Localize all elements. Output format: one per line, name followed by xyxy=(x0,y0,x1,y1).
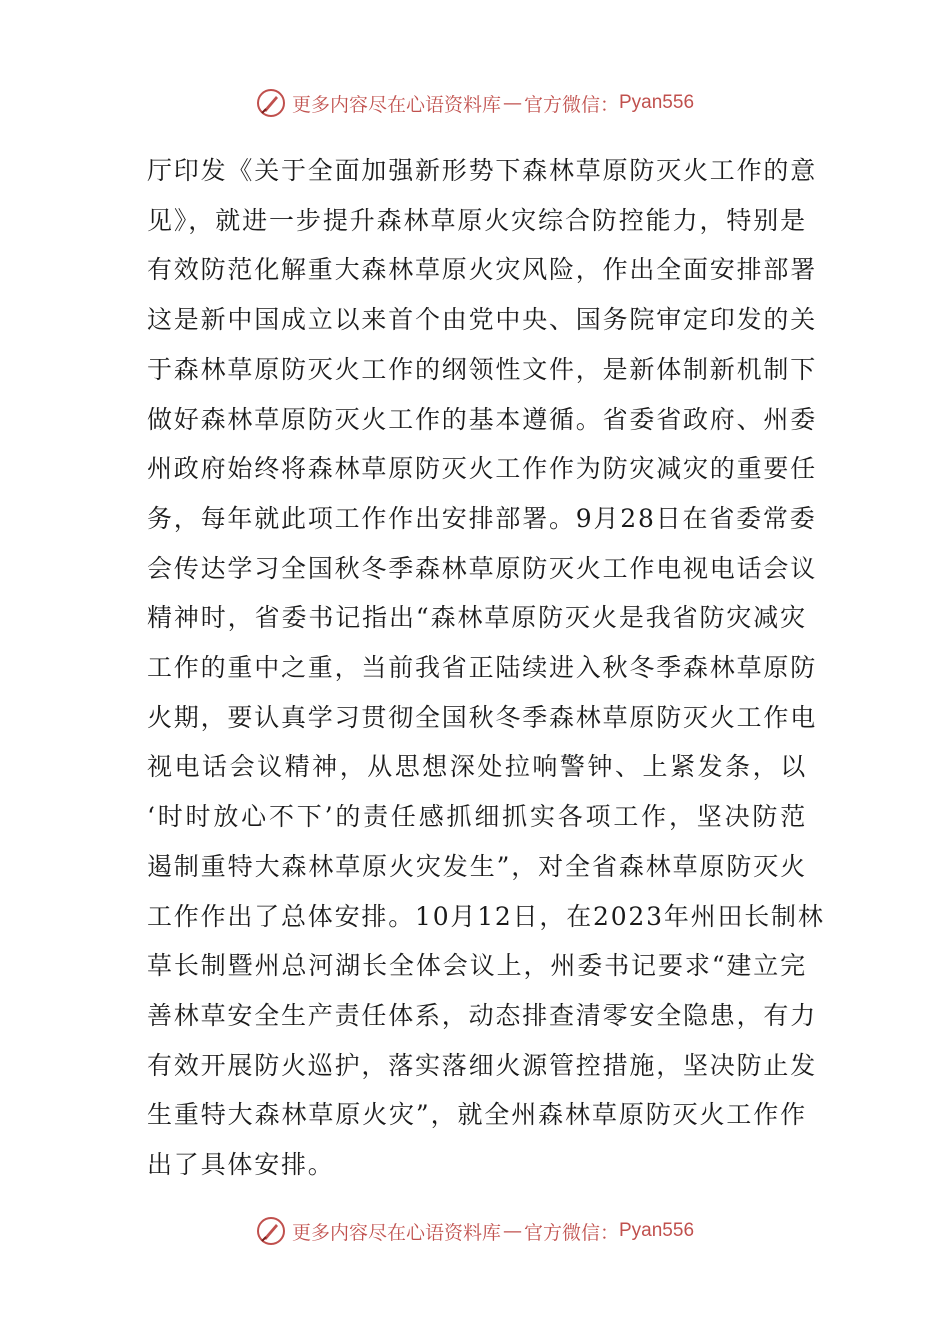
body-line: 生重特大森林草原火灾”，就全州森林草原防灭火工作作 xyxy=(147,1100,807,1130)
body-line: 精神时，省委书记指出“森林草原防灭火是我省防灾减灾 xyxy=(147,603,807,633)
body-line: 于森林草原防灭火工作的纲领性文件，是新体制新机制下 xyxy=(147,354,818,384)
quill-pen-logo-icon xyxy=(256,88,286,118)
footer-watermark-banner xyxy=(0,1213,950,1249)
body-line: 做好森林草原防灭火工作的基本遵循。省委省政府、州委 xyxy=(147,404,818,434)
body-line: 草长制暨州总河湖长全体会议上，州委书记要求“建立完 xyxy=(147,951,807,981)
body-line: 厅印发《关于全面加强新形势下森林草原防灭火工作的意 xyxy=(147,156,818,185)
banner-wechat-label: 官方微信： xyxy=(523,93,619,116)
banner-wechat-label: 官方微信： xyxy=(523,1221,619,1244)
body-line: 视电话会议精神，从思想深处拉响警钟、上紧发条，以 xyxy=(147,752,807,782)
body-line: 会传达学习全国秋冬季森林草原防灭火工作电视电话会议 xyxy=(147,553,818,583)
body-line: ‘时时放心不下’的责任感抓细抓实各项工作，坚决防范 xyxy=(147,802,807,832)
body-line: 这是新中国成立以来首个由党中央、国务院审定印发的关 xyxy=(147,305,818,335)
header-watermark-banner xyxy=(0,85,950,121)
banner-wechat-id: Pyan556 xyxy=(619,1220,695,1241)
body-line: 见》，就进一步提升森林草原火灾综合防控能力，特别是 xyxy=(147,205,807,235)
body-line: 有效开展防火巡护，落实落细火源管控措施，坚决防止发 xyxy=(147,1050,818,1080)
banner-text: 更多内容尽在心语资料库 xyxy=(291,93,501,116)
quill-pen-logo-icon xyxy=(256,1216,286,1246)
body-line: 有效防范化解重大森林草原火灾风险，作出全面安排部署 xyxy=(147,255,818,285)
body-line: 出了具体安排。 xyxy=(147,1150,335,1180)
body-line: 工作的重中之重，当前我省正陆续进入秋冬季森林草原防 xyxy=(147,653,818,683)
body-line: 遏制重特大森林草原火灾发生”，对全省森林草原防灭火 xyxy=(147,851,807,881)
body-line: 务，每年就此项工作作出安排部署。9月28日在省委常委 xyxy=(147,503,817,533)
body-line: 工作作出了总体安排。10月12日，在2023年州田长制林 xyxy=(147,901,825,931)
banner-wechat-id: Pyan556 xyxy=(619,92,695,113)
banner-separator: — xyxy=(502,1220,522,1242)
banner-text: 更多内容尽在心语资料库 xyxy=(291,1221,501,1244)
document-body xyxy=(147,146,825,1190)
body-line: 火期，要认真学习贯彻全国秋冬季森林草原防灭火工作电 xyxy=(147,702,818,732)
banner-separator: — xyxy=(502,92,522,114)
body-line: 州政府始终将森林草原防灭火工作作为防灾减灾的重要任 xyxy=(147,454,818,484)
body-line: 善林草安全生产责任体系，动态排查清零安全隐患，有力 xyxy=(147,1000,818,1030)
